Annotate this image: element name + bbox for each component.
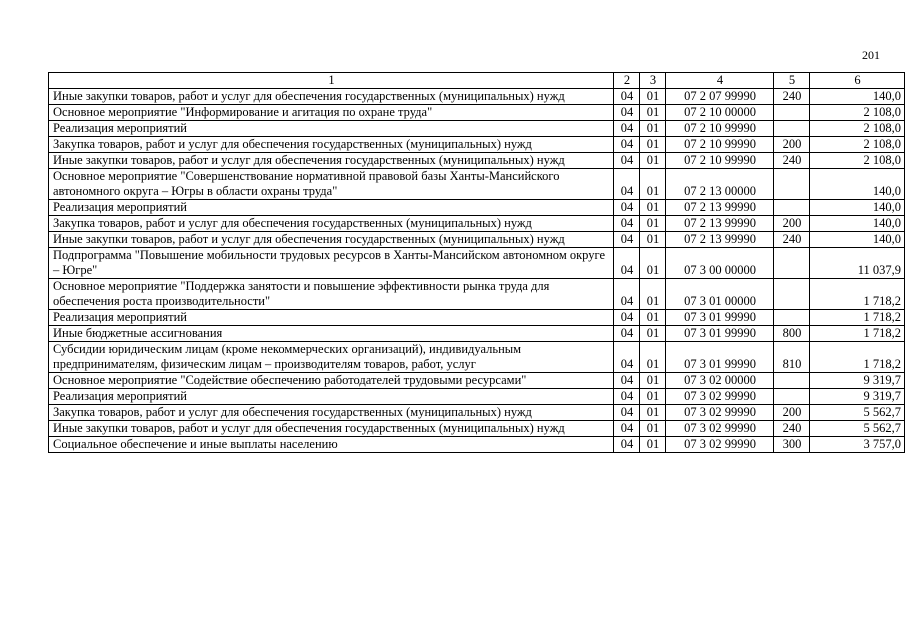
- row-name-cell: Иные бюджетные ассигнования: [49, 326, 614, 342]
- section-code-cell: 04: [614, 279, 640, 310]
- target-article-cell: 07 3 00 00000: [666, 248, 774, 279]
- subsection-code-cell: 01: [640, 121, 666, 137]
- amount-cell: 140,0: [810, 232, 905, 248]
- section-code-cell: 04: [614, 216, 640, 232]
- subsection-code-cell: 01: [640, 310, 666, 326]
- table-row: [49, 248, 905, 279]
- table-row: [49, 437, 905, 453]
- expense-type-cell: 300: [774, 437, 810, 453]
- row-name-cell: Закупка товаров, работ и услуг для обеспечения государственных (муниципальных) нужд: [49, 216, 614, 232]
- table-body: [49, 89, 905, 453]
- expense-type-cell: 240: [774, 153, 810, 169]
- table-row: [49, 421, 905, 437]
- table-row: [49, 169, 905, 200]
- table-row: [49, 326, 905, 342]
- amount-cell: 140,0: [810, 89, 905, 105]
- target-article-cell: 07 3 02 00000: [666, 373, 774, 389]
- subsection-code-cell: 01: [640, 326, 666, 342]
- table-row: [49, 153, 905, 169]
- subsection-code-cell: 01: [640, 405, 666, 421]
- table-row: [49, 389, 905, 405]
- row-name-cell: Основное мероприятие "Содействие обеспечению работодателей трудовыми ресурсами": [49, 373, 614, 389]
- row-name-cell: Реализация мероприятий: [49, 389, 614, 405]
- subsection-code-cell: 01: [640, 342, 666, 373]
- expense-type-cell: [774, 200, 810, 216]
- column-header: 2: [614, 73, 640, 89]
- row-name-cell: Социальное обеспечение и иные выплаты населению: [49, 437, 614, 453]
- expense-type-cell: [774, 389, 810, 405]
- column-header: 6: [810, 73, 905, 89]
- column-header: 4: [666, 73, 774, 89]
- section-code-cell: 04: [614, 248, 640, 279]
- table-row: [49, 105, 905, 121]
- amount-cell: 1 718,2: [810, 310, 905, 326]
- amount-cell: 2 108,0: [810, 105, 905, 121]
- expense-type-cell: 800: [774, 326, 810, 342]
- budget-table: [48, 72, 905, 453]
- subsection-code-cell: 01: [640, 137, 666, 153]
- section-code-cell: 04: [614, 105, 640, 121]
- row-name-cell: Реализация мероприятий: [49, 121, 614, 137]
- expense-type-cell: [774, 310, 810, 326]
- expense-type-cell: 200: [774, 216, 810, 232]
- row-name-cell: Закупка товаров, работ и услуг для обеспечения государственных (муниципальных) нужд: [49, 405, 614, 421]
- section-code-cell: 04: [614, 405, 640, 421]
- expense-type-cell: [774, 169, 810, 200]
- section-code-cell: 04: [614, 310, 640, 326]
- amount-cell: 9 319,7: [810, 389, 905, 405]
- expense-type-cell: [774, 248, 810, 279]
- table-row: [49, 279, 905, 310]
- expense-type-cell: 200: [774, 137, 810, 153]
- row-name-cell: Основное мероприятие "Совершенствование нормативной правовой базы Ханты-Мансийского автономного округа – Югры в области охраны труда": [49, 169, 614, 200]
- subsection-code-cell: 01: [640, 153, 666, 169]
- amount-cell: 140,0: [810, 169, 905, 200]
- target-article-cell: 07 2 13 99990: [666, 200, 774, 216]
- expense-type-cell: [774, 105, 810, 121]
- row-name-cell: Реализация мероприятий: [49, 310, 614, 326]
- amount-cell: 1 718,2: [810, 279, 905, 310]
- table-row: [49, 137, 905, 153]
- row-name-cell: Иные закупки товаров, работ и услуг для обеспечения государственных (муниципальных) нужд: [49, 153, 614, 169]
- row-name-cell: Иные закупки товаров, работ и услуг для обеспечения государственных (муниципальных) нужд: [49, 89, 614, 105]
- expense-type-cell: 240: [774, 232, 810, 248]
- subsection-code-cell: 01: [640, 89, 666, 105]
- subsection-code-cell: 01: [640, 373, 666, 389]
- table-row: [49, 89, 905, 105]
- section-code-cell: 04: [614, 437, 640, 453]
- target-article-cell: 07 2 10 99990: [666, 137, 774, 153]
- subsection-code-cell: 01: [640, 421, 666, 437]
- subsection-code-cell: 01: [640, 232, 666, 248]
- target-article-cell: 07 2 10 99990: [666, 153, 774, 169]
- target-article-cell: 07 3 02 99990: [666, 405, 774, 421]
- table-row: [49, 121, 905, 137]
- row-name-cell: Субсидии юридическим лицам (кроме некоммерческих организаций), индивидуальным предпринимателям, физическим лицам – производителям товаров, работ, услуг: [49, 342, 614, 373]
- expense-type-cell: 240: [774, 89, 810, 105]
- table-header-row: [49, 73, 905, 89]
- amount-cell: 2 108,0: [810, 137, 905, 153]
- target-article-cell: 07 3 02 99990: [666, 437, 774, 453]
- amount-cell: 2 108,0: [810, 121, 905, 137]
- expense-type-cell: [774, 373, 810, 389]
- section-code-cell: 04: [614, 89, 640, 105]
- table-row: [49, 373, 905, 389]
- row-name-cell: Закупка товаров, работ и услуг для обеспечения государственных (муниципальных) нужд: [49, 137, 614, 153]
- subsection-code-cell: 01: [640, 200, 666, 216]
- section-code-cell: 04: [614, 121, 640, 137]
- subsection-code-cell: 01: [640, 279, 666, 310]
- table-row: [49, 405, 905, 421]
- target-article-cell: 07 2 07 99990: [666, 89, 774, 105]
- section-code-cell: 04: [614, 232, 640, 248]
- page-number: 201: [862, 48, 880, 62]
- row-name-cell: Основное мероприятие "Поддержка занятости и повышение эффективности рынка труда для обеспечения роста производительности": [49, 279, 614, 310]
- amount-cell: 5 562,7: [810, 405, 905, 421]
- subsection-code-cell: 01: [640, 437, 666, 453]
- section-code-cell: 04: [614, 421, 640, 437]
- subsection-code-cell: 01: [640, 216, 666, 232]
- section-code-cell: 04: [614, 200, 640, 216]
- target-article-cell: 07 2 13 00000: [666, 169, 774, 200]
- row-name-cell: Основное мероприятие "Информирование и агитация по охране труда": [49, 105, 614, 121]
- table-row: [49, 232, 905, 248]
- row-name-cell: Подпрограмма "Повышение мобильности трудовых ресурсов в Ханты-Мансийском автономном округе – Югре": [49, 248, 614, 279]
- section-code-cell: 04: [614, 389, 640, 405]
- section-code-cell: 04: [614, 153, 640, 169]
- subsection-code-cell: 01: [640, 105, 666, 121]
- amount-cell: 1 718,2: [810, 342, 905, 373]
- expense-type-cell: [774, 121, 810, 137]
- target-article-cell: 07 2 10 99990: [666, 121, 774, 137]
- target-article-cell: 07 2 13 99990: [666, 216, 774, 232]
- row-name-cell: Иные закупки товаров, работ и услуг для обеспечения государственных (муниципальных) нужд: [49, 232, 614, 248]
- table-row: [49, 216, 905, 232]
- amount-cell: 9 319,7: [810, 373, 905, 389]
- target-article-cell: 07 3 01 00000: [666, 279, 774, 310]
- expense-type-cell: 810: [774, 342, 810, 373]
- amount-cell: 2 108,0: [810, 153, 905, 169]
- row-name-cell: Иные закупки товаров, работ и услуг для обеспечения государственных (муниципальных) нужд: [49, 421, 614, 437]
- expense-type-cell: [774, 279, 810, 310]
- table-row: [49, 342, 905, 373]
- target-article-cell: 07 3 01 99990: [666, 326, 774, 342]
- table-row: [49, 310, 905, 326]
- target-article-cell: 07 3 02 99990: [666, 389, 774, 405]
- subsection-code-cell: 01: [640, 389, 666, 405]
- subsection-code-cell: 01: [640, 248, 666, 279]
- target-article-cell: 07 2 10 00000: [666, 105, 774, 121]
- section-code-cell: 04: [614, 326, 640, 342]
- amount-cell: 1 718,2: [810, 326, 905, 342]
- amount-cell: 11 037,9: [810, 248, 905, 279]
- subsection-code-cell: 01: [640, 169, 666, 200]
- section-code-cell: 04: [614, 373, 640, 389]
- column-header: 3: [640, 73, 666, 89]
- target-article-cell: 07 3 01 99990: [666, 342, 774, 373]
- target-article-cell: 07 3 01 99990: [666, 310, 774, 326]
- section-code-cell: 04: [614, 169, 640, 200]
- amount-cell: 140,0: [810, 216, 905, 232]
- amount-cell: 140,0: [810, 200, 905, 216]
- section-code-cell: 04: [614, 342, 640, 373]
- row-name-cell: Реализация мероприятий: [49, 200, 614, 216]
- column-header: 1: [49, 73, 614, 89]
- column-header: 5: [774, 73, 810, 89]
- target-article-cell: 07 3 02 99990: [666, 421, 774, 437]
- amount-cell: 3 757,0: [810, 437, 905, 453]
- table-row: [49, 200, 905, 216]
- amount-cell: 5 562,7: [810, 421, 905, 437]
- target-article-cell: 07 2 13 99990: [666, 232, 774, 248]
- section-code-cell: 04: [614, 137, 640, 153]
- expense-type-cell: 200: [774, 405, 810, 421]
- expense-type-cell: 240: [774, 421, 810, 437]
